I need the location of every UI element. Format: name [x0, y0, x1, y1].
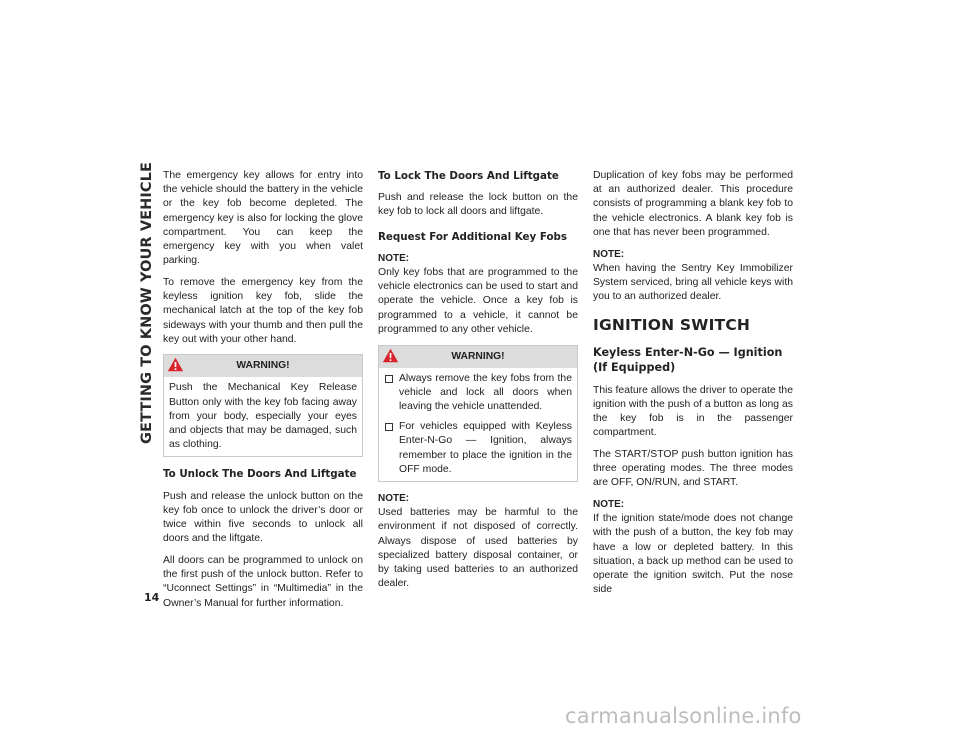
column-3 [593, 169, 793, 605]
section-heading: Request For Additional Key Fobs [378, 230, 568, 243]
note-label: NOTE: [378, 492, 410, 504]
warning-triangle-icon [167, 356, 184, 373]
subsection-heading: Keyless Enter-N-Go — Ignition (If Equipped) [593, 345, 783, 374]
warning-triangle-icon [382, 347, 399, 364]
list-item [384, 420, 572, 477]
checkbox-bullet-icon [385, 375, 393, 383]
paragraph: Duplication of key fobs may be performed at an authorized dealer. This procedure consists of programming a blank key fob to the vehicle electronics. A blank key fob is one that has never been programmed. [593, 170, 793, 238]
checkbox-bullet-icon [385, 423, 393, 431]
paragraph: To remove the emergency key from the keyless ignition key fob, slide the mechanical latch at the top of the key fob sideways with your thumb and then pull the key out with your other hand. [163, 276, 363, 345]
warning-list [379, 368, 577, 481]
paragraph: Push and release the lock button on the key fob to lock all doors and liftgate. [378, 192, 578, 218]
note-text: When having the Sentry Key Immobilizer System serviced, bring all vehicle keys with you to an authorized dealer. [593, 262, 793, 303]
paragraph: The START/STOP push button ignition has three operating modes. The three modes are OFF, ON/RUN, and START. [593, 448, 793, 489]
warning-title: WARNING! [451, 350, 505, 362]
note-label: NOTE: [593, 498, 625, 510]
list-item [384, 372, 572, 415]
page-number: 14 [144, 591, 160, 604]
warning-header [164, 355, 362, 377]
column-2 [378, 169, 578, 599]
warning-body [164, 377, 362, 456]
note-label: NOTE: [378, 252, 410, 264]
paragraph: All doors can be programmed to unlock on the first push of the unlock button. Refer to “Uconnect Settings” in “Multimedia” in the Owner’s Manual for further information. [163, 554, 363, 609]
chapter-side-tab [137, 162, 157, 444]
section-heading: To Lock The Doors And Liftgate [378, 170, 559, 182]
paragraph: Push and release the unlock button on the key fob once to unlock the driver’s door or twice within five seconds to unlock all doors and the liftgate. [163, 490, 363, 545]
column-1 [163, 169, 363, 618]
list-item-text: Always remove the key fobs from the vehicle and lock all doors when leaving the vehicle unattended. [399, 372, 572, 412]
warning-title: WARNING! [236, 360, 290, 372]
note-text: If the ignition state/mode does not change with the push of a button, the key fob may have a low or depleted battery. In this situation, a back up method can be used to operate the ignition switch. Put the nose side [593, 513, 793, 596]
warning-box [378, 345, 578, 482]
chapter-title: GETTING TO KNOW YOUR VEHICLE [139, 162, 156, 444]
list-item-text: For vehicles equipped with Keyless Enter-N-Go — Ignition, always remember to place the ignition in the OFF mode. [399, 421, 572, 475]
note-text: Only key fobs that are programmed to the vehicle electronics can be used to start and operate the vehicle. Once a key fob is programmed to a vehicle, it cannot be programmed to any other vehicle. [378, 267, 578, 335]
paragraph: The emergency key allows for entry into the vehicle should the battery in the vehicle or the key fob become depleted. The emergency key is also for locking the glove compartment. You can keep the emergency key with you when valet parking. [163, 170, 363, 267]
warning-text: Push the Mechanical Key Release Button only with the key fob facing away from your body, especially your eyes and objects that may be damaged, such as clothing. [169, 382, 357, 451]
paragraph: This feature allows the driver to operate the ignition with the push of a button as long as the key fob is in the passenger compartment. [593, 384, 793, 439]
note-label: NOTE: [593, 248, 625, 260]
section-heading: To Unlock The Doors And Liftgate [163, 468, 357, 481]
warning-header [379, 346, 577, 368]
watermark: carmanualsonline.info [565, 704, 802, 728]
note-text: Used batteries may be harmful to the environment if not disposed of correctly. Always dispose of used batteries by specialized battery disposal container, or by taking used batteries to an authorized dealer. [378, 507, 578, 590]
warning-box [163, 354, 363, 457]
chapter-heading: IGNITION SWITCH [593, 316, 751, 335]
